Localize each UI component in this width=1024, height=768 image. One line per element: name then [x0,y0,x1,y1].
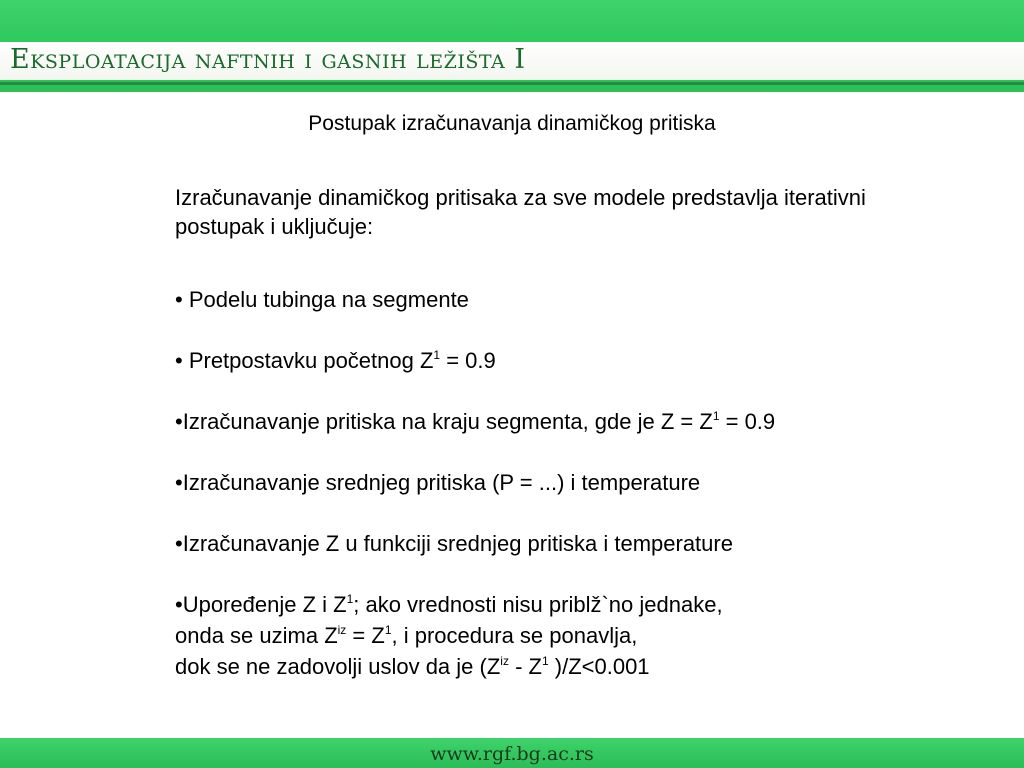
bullet-mean-pressure: •Izračunavanje srednjeg pritiska (P = ...) i temperature [175,470,701,495]
bullet-comparison [175,589,955,682]
comparison-text: , i procedura se ponavlja, [391,623,638,648]
superscript: iz [500,654,509,668]
footer-url: www.rgf.bg.ac.rs [430,743,594,765]
comparison-text: •Upoređenje Z i Z [175,592,347,617]
header-divider [0,82,1024,85]
bullet-segments: • Podelu tubinga na segmente [175,287,469,312]
superscript: 1 [541,654,549,668]
superscript: 1 [433,348,441,362]
comparison-text: - Z [508,654,542,679]
comparison-line-3 [175,651,955,682]
comparison-text: dok se ne zadovolji uslov da je (Z [175,654,501,679]
superscript: 1 [384,623,392,637]
bullet-z-function: •Izračunavanje Z u funkciji srednjeg pritiska i temperature [175,531,733,556]
superscript: 1 [346,592,354,606]
bullet-segment-pressure-text: •Izračunavanje pritiska na kraju segmenta, gde je Z = Z [175,409,713,434]
bullet-list [175,284,955,682]
bullet-segment-pressure-value: = 0.9 [719,409,776,434]
bullet-initial-z-value: = 0.9 [440,348,496,373]
slide-subtitle: Postupak izračunavanja dinamičkog pritiska [308,112,716,135]
bullet-initial-z-text: • Pretpostavku početnog Z [175,348,434,373]
comparison-line-1 [175,589,955,620]
course-title: Eksploatacija naftnih i gasnih ležišta I [10,44,526,75]
comparison-text: ; ako vrednosti nisu priblž`no jednake, [353,592,723,617]
bullet-initial-z [175,345,955,376]
intro-paragraph: Izračunavanje dinamičkog pritisaka za sve modele predstavlja iterativni postupak i uključuje: [175,185,866,239]
comparison-text: )/Z<0.001 [548,654,650,679]
comparison-text: = Z [346,623,385,648]
comparison-line-2 [175,620,955,651]
superscript: iz [337,623,347,637]
superscript: 1 [712,409,720,423]
bullet-segment-pressure [175,406,955,437]
comparison-text: onda se uzima Z [175,623,338,648]
